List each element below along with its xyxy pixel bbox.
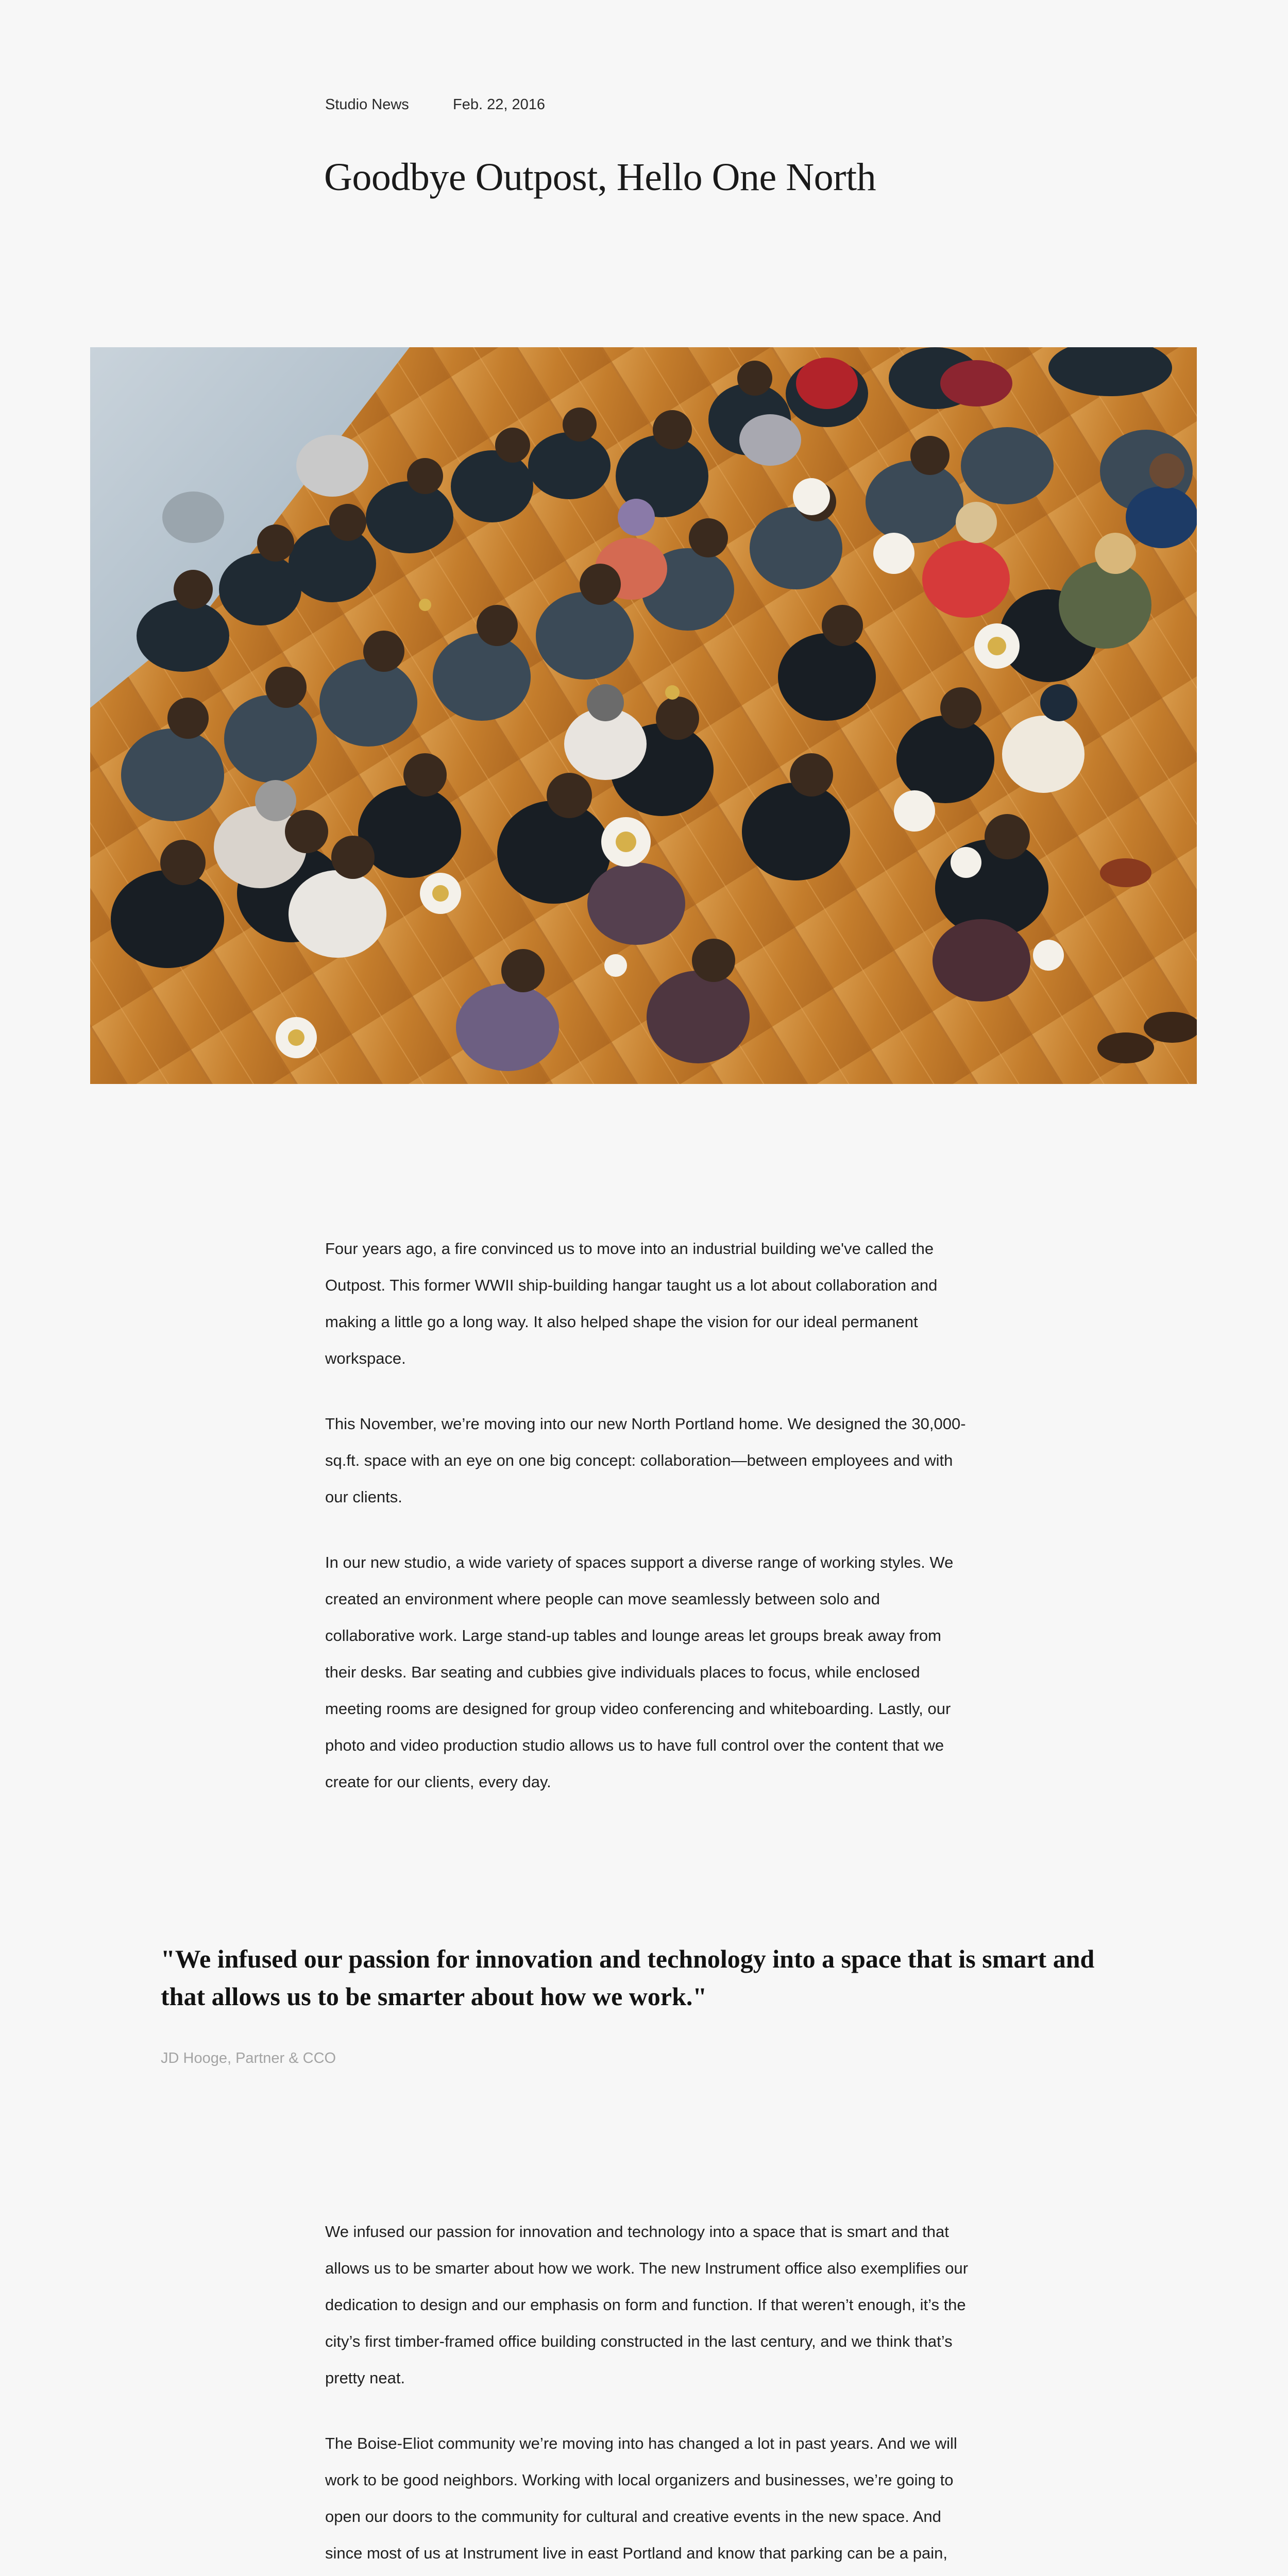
article-body-section-1 [325,1230,969,1829]
paragraph: This November, we’re moving into our new North Portland home. We designed the 30,000-sq.ft. space with an eye on one big concept: collaboration—between employees and with our clients. [325,1415,966,1506]
article-body-section-2 [325,2213,969,2576]
page-title: Goodbye Outpost, Hello One North [324,156,876,199]
crowd-photo-icon [90,347,1197,1084]
paragraph: The Boise-Eliot community we’re moving into has changed a lot in past years. And we will work to be good neighbors. Working with local organizers and businesses, we’re going to open our doors to the community for cultural and creative events in the new space. And since most of us at Instrument live in east Portland and know that parking can be a pain, [325,2434,957,2562]
article-meta [325,96,545,113]
quote-author: JD Hooge, Partner & CCO [161,2050,336,2066]
hero-image [90,347,1197,1084]
paragraph: In our new studio, a wide variety of spaces support a diverse range of working styles. We created an environment where people can move seamlessly between solo and collaborative work. Large stand-up tables and lounge areas let groups break away from their desks. Bar seating and cubbies give individuals places to focus, while enclosed meeting rooms are designed for group video conferencing and whiteboarding. Lastly, our photo and video production studio allows us to have full control over the content that we create for our clients, every day. [325,1553,954,1791]
paragraph: We infused our passion for innovation and technology into a space that is smart and that allows us to be smarter about how we work. The new Instrument office also exemplifies our dedication to design and our emphasis on form and function. If that weren’t enough, it’s the city’s first timber-framed office building constructed in the last century, and we think that’s pretty neat. [325,2223,969,2387]
article-category[interactable]: Studio News [325,96,409,113]
paragraph: Four years ago, a fire convinced us to move into an industrial building we've called the Outpost. This former WWII ship-building hangar taught us a lot about collaboration and making a little go a long way. It also helped shape the vision for our ideal permanent workspace. [325,1240,938,1367]
article-date: Feb. 22, 2016 [453,96,545,113]
pull-quote: "We infused our passion for innovation and technology into a space that is smart and that allows us to be smarter about how we work." [161,1944,1095,2011]
